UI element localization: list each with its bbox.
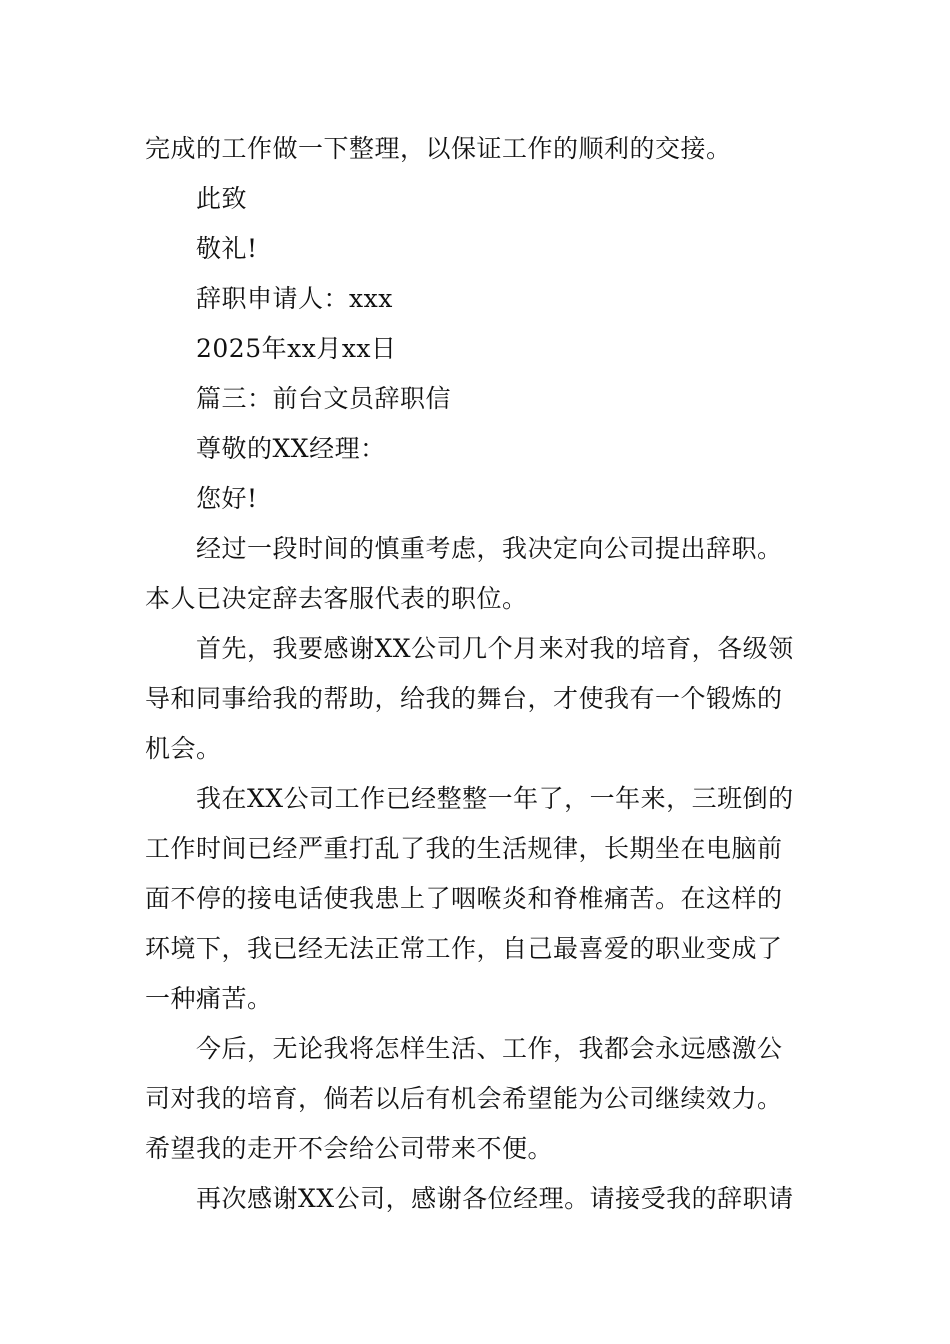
paragraph-line: 导和同事给我的帮助，给我的舞台，才使我有一个锻炼的 [145, 684, 783, 713]
letter-date: 2025年xx月xx日 [196, 334, 397, 363]
paragraph-line: 本人已决定辞去客服代表的职位。 [145, 584, 528, 613]
paragraph-line: 再次感谢XX公司，感谢各位经理。请接受我的辞职请 [196, 1184, 794, 1213]
document-body [145, 124, 810, 1224]
paragraph-line: 工作时间已经严重打乱了我的生活规律，长期坐在电脑前 [145, 834, 783, 863]
paragraph-line: 机会。 [145, 734, 222, 763]
paragraph-line: 一种痛苦。 [145, 984, 273, 1013]
paragraph-line: 我在XX公司工作已经整整一年了，一年来，三班倒的 [196, 784, 794, 813]
greeting: 您好! [196, 484, 258, 513]
paragraph-line: 环境下，我已经无法正常工作，自己最喜爱的职业变成了 [145, 934, 783, 963]
closing-salutation: 此致 [196, 184, 248, 213]
text-line: 完成的工作做一下整理，以保证工作的顺利的交接。 [145, 134, 732, 163]
paragraph-line: 希望我的走开不会给公司带来不便。 [145, 1134, 554, 1163]
section-heading: 篇三：前台文员辞职信 [196, 384, 452, 413]
applicant-signature: 辞职申请人：xxx [196, 284, 393, 313]
paragraph-line: 今后，无论我将怎样生活、工作，我都会永远感激公 [196, 1034, 783, 1063]
paragraph-line: 面不停的接电话使我患上了咽喉炎和脊椎痛苦。在这样的 [145, 884, 783, 913]
closing-regards: 敬礼! [196, 234, 258, 263]
paragraph-line: 司对我的培育，倘若以后有机会希望能为公司继续效力。 [145, 1084, 783, 1113]
paragraph-line: 经过一段时间的慎重考虑，我决定向公司提出辞职。 [196, 534, 783, 563]
letter-addressee: 尊敬的XX经理： [196, 434, 386, 463]
paragraph-line: 首先，我要感谢XX公司几个月来对我的培育，各级领 [196, 634, 794, 663]
